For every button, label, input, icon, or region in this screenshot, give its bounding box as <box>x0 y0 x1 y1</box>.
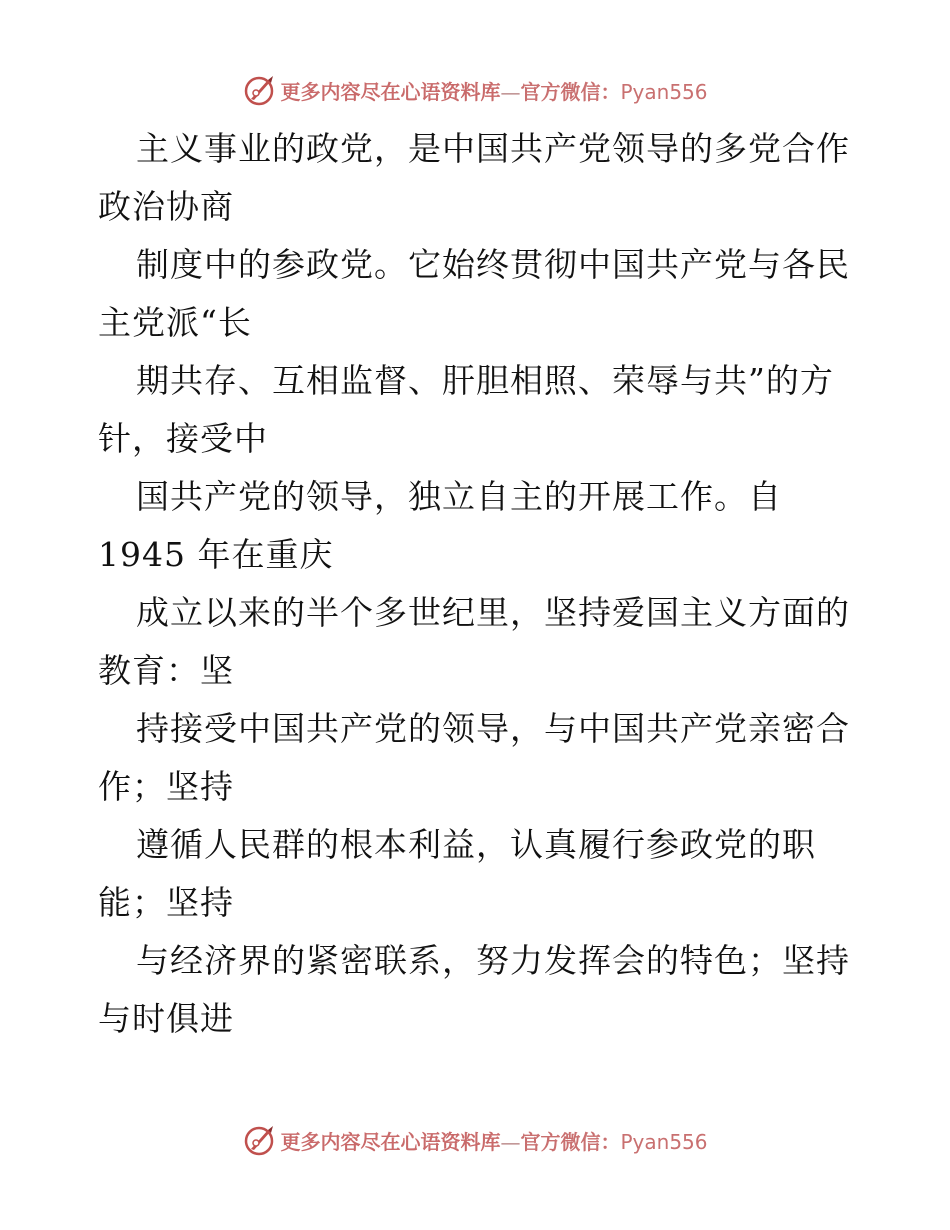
header-wechat-id: Pyan556 <box>620 79 708 104</box>
header-text <box>280 76 707 105</box>
body-line: 持接受中国共产党的领导，与中国共产党亲密合 <box>136 709 850 748</box>
body-line: 教育：坚 <box>98 651 234 690</box>
body-line: 作；坚持 <box>98 767 234 806</box>
document-body <box>98 120 878 1048</box>
header-banner <box>0 70 950 110</box>
body-line: 能；坚持 <box>98 883 234 922</box>
body-line: 政治协商 <box>98 187 234 226</box>
quill-pen-logo-icon <box>242 1123 276 1157</box>
body-line: 1945 年在重庆 <box>98 535 334 574</box>
quill-pen-logo-icon <box>242 73 276 107</box>
footer-wechat-label: 官方微信： <box>520 1129 621 1154</box>
header-wechat-label: 官方微信： <box>520 79 621 104</box>
body-line: 成立以来的半个多世纪里，坚持爱国主义方面的 <box>136 593 850 632</box>
footer-banner <box>0 1120 950 1160</box>
body-line: 与经济界的紧密联系，努力发挥会的特色；坚持 <box>136 941 850 980</box>
body-line: 期共存、互相监督、肝胆相照、荣辱与共”的方 <box>136 361 834 400</box>
header-separator: — <box>500 79 521 104</box>
body-line: 与时俱进 <box>98 999 234 1038</box>
footer-separator: — <box>500 1129 521 1154</box>
body-line: 制度中的参政党。它始终贯彻中国共产党与各民 <box>136 245 850 284</box>
body-line: 国共产党的领导，独立自主的开展工作。自 <box>136 477 782 516</box>
header-slogan: 更多内容尽在心语资料库 <box>280 79 501 104</box>
footer-slogan: 更多内容尽在心语资料库 <box>280 1129 501 1154</box>
body-line: 主党派“长 <box>98 303 252 342</box>
body-line: 针，接受中 <box>98 419 268 458</box>
footer-text <box>280 1126 707 1155</box>
body-line: 遵循人民群的根本利益，认真履行参政党的职 <box>136 825 816 864</box>
footer-wechat-id: Pyan556 <box>620 1129 708 1154</box>
body-line: 主义事业的政党，是中国共产党领导的多党合作 <box>136 129 850 168</box>
